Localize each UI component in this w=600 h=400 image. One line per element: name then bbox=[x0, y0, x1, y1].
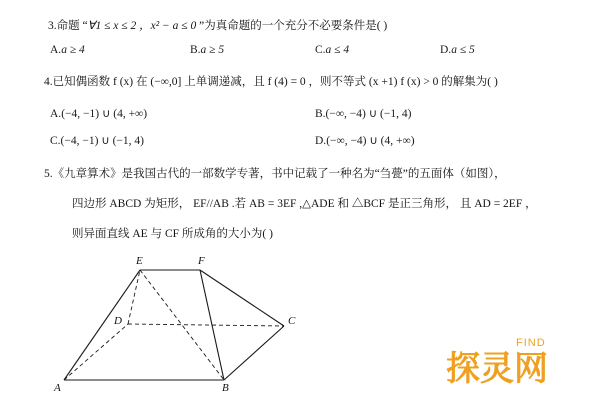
option-label: A. bbox=[50, 44, 62, 56]
option-label: A. bbox=[50, 108, 62, 120]
question-4-option-d bbox=[315, 133, 415, 147]
watermark bbox=[444, 332, 594, 392]
watermark-main-text: 探灵网 bbox=[446, 351, 548, 388]
question-3-number: 3. bbox=[48, 20, 57, 32]
chu-meng-solid-diagram bbox=[52, 252, 352, 397]
option-text: a ≥ 4 bbox=[61, 44, 85, 56]
option-text: a ≤ 4 bbox=[325, 44, 350, 56]
vertex-label-F: F bbox=[198, 255, 205, 267]
option-text: (−∞, −4) ∪ (−1, 4) bbox=[325, 108, 412, 120]
vertex-label-D: D bbox=[114, 315, 122, 327]
question-5-line-1: 《九章算术》是我国古代的一部数学专著，书中记载了一种名为“刍甍”的五面体（如图）， bbox=[52, 168, 506, 180]
question-3-stem-prefix: 命题 “ bbox=[56, 20, 88, 32]
option-text: (−4, −1) ∪ (4, +∞) bbox=[61, 108, 148, 120]
question-4-option-a bbox=[50, 106, 147, 120]
question-3-option-b bbox=[190, 44, 224, 56]
option-text: (−∞, −4) ∪ (4, +∞) bbox=[326, 135, 415, 147]
option-label: D. bbox=[315, 135, 327, 147]
question-4-number: 4. bbox=[44, 76, 53, 88]
question-4-option-b bbox=[315, 106, 411, 120]
question-5-stem-line-2 bbox=[72, 196, 537, 213]
watermark-sub-text: FIND bbox=[516, 337, 546, 349]
question-3-stem bbox=[48, 18, 387, 35]
option-text: (−4, −1) ∪ (−1, 4) bbox=[60, 135, 144, 147]
option-label: B. bbox=[190, 44, 201, 56]
question-5-line-2: 四边形 ABCD 为矩形， EF//AB .若 AB = 3EF ,△ADE 和 △BCF 是正三角形， 且 AD = 2EF ， bbox=[72, 198, 537, 210]
question-3-option-d bbox=[440, 44, 475, 56]
option-label: B. bbox=[315, 108, 326, 120]
question-3-math-2: x² − a ≤ 0 bbox=[150, 20, 197, 32]
vertex-label-B: B bbox=[222, 382, 229, 392]
question-3-option-c bbox=[315, 44, 349, 56]
question-4-stem-text: 已知偶函数 f (x) 在 (−∞,0] 上单调递减，且 f (4) = 0 ，则不等式 (x +1) f (x) > 0 的解集为( ) bbox=[52, 76, 498, 88]
vertex-label-C: C bbox=[288, 315, 296, 327]
question-5-stem-line-1 bbox=[44, 166, 506, 183]
option-label: C. bbox=[315, 44, 326, 56]
vertex-label-A: A bbox=[54, 382, 61, 392]
option-text: a ≤ 5 bbox=[451, 44, 475, 56]
question-3-option-a bbox=[50, 44, 85, 56]
option-label: C. bbox=[50, 135, 61, 147]
question-5-number: 5. bbox=[44, 168, 53, 180]
question-4-stem bbox=[44, 74, 498, 91]
question-5-stem-line-3 bbox=[72, 226, 273, 243]
question-3-math-1: ∀1 ≤ x ≤ 2 ， bbox=[87, 20, 151, 32]
question-3-stem-suffix: ”为真命题的一个充分不必要条件是( ) bbox=[196, 20, 388, 32]
vertex-label-E: E bbox=[136, 255, 143, 267]
question-5-line-3: 则异面直线 AE 与 CF 所成角的大小为( ) bbox=[72, 228, 273, 240]
question-4-option-c bbox=[50, 133, 144, 147]
option-label: D. bbox=[440, 44, 452, 56]
option-text: a ≥ 5 bbox=[200, 44, 225, 56]
